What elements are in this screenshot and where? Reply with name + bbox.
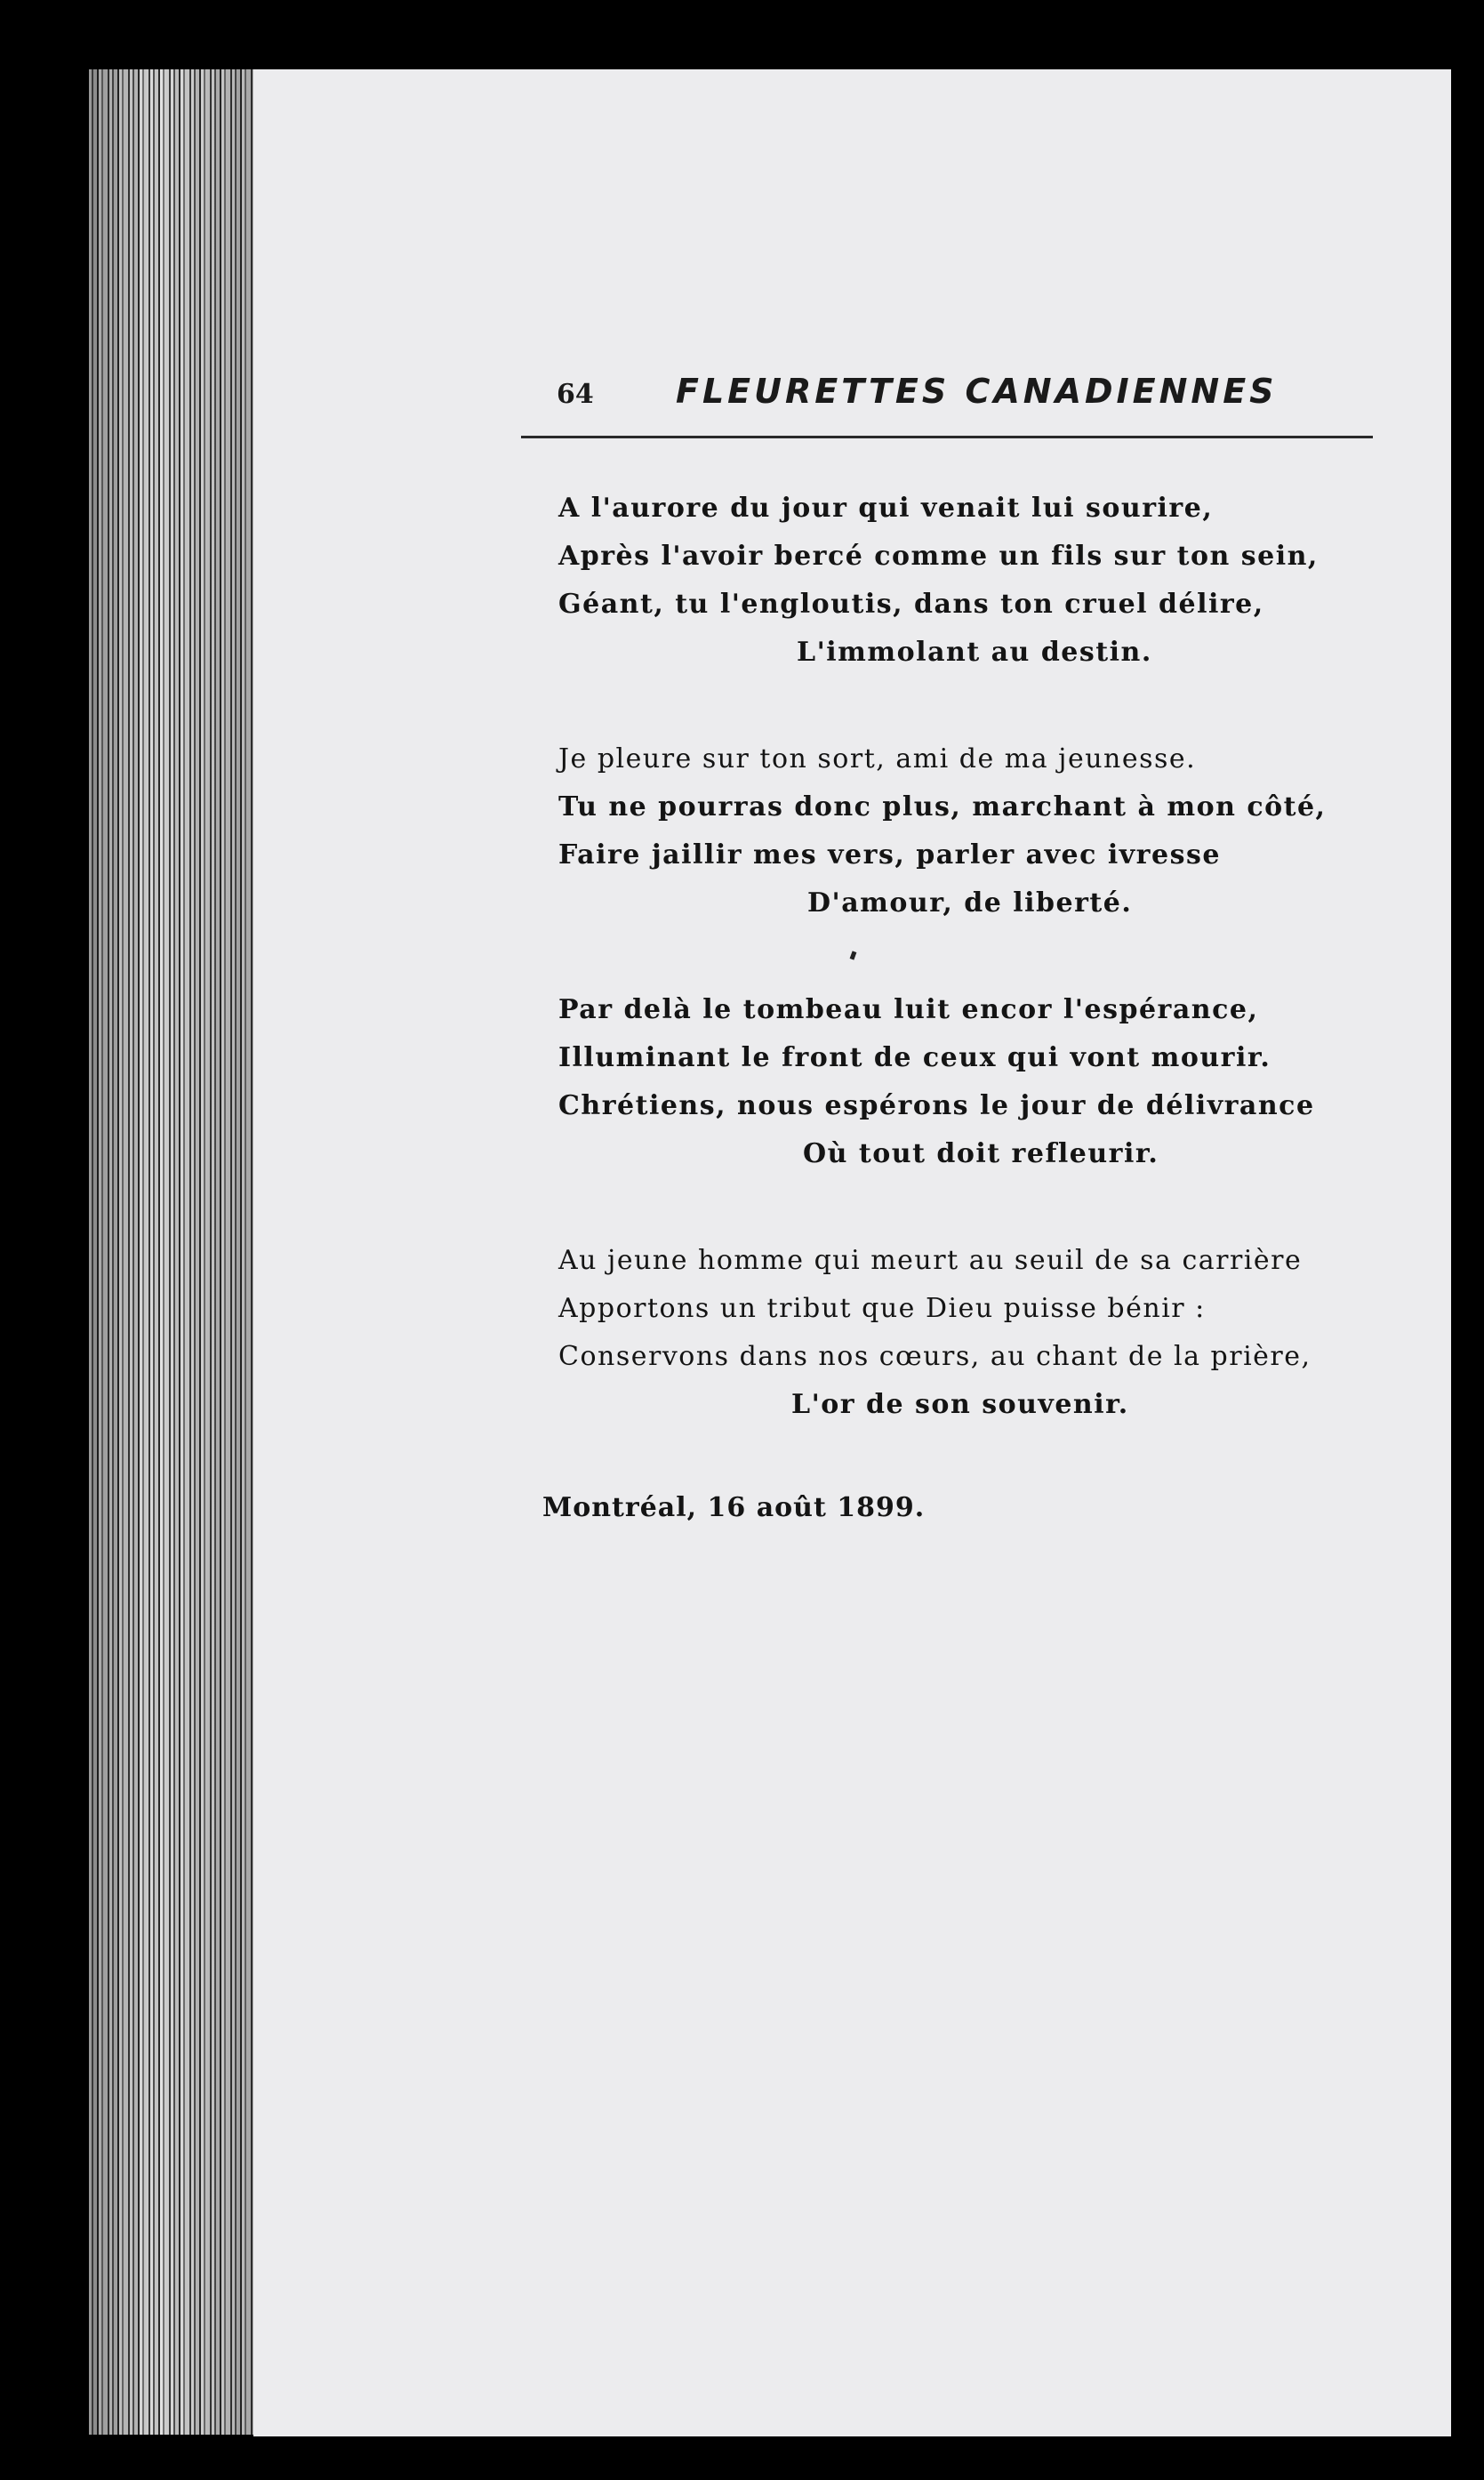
stanza [558,485,1359,677]
running-head [525,372,1378,425]
place-date-signature: Montréal, 16 août 1899. [542,1492,926,1523]
verse-line: Au jeune homme qui meurt au seuil de sa carrière [558,1245,1303,1276]
verse-line: Illuminant le front de ceux qui vont mourir. [558,1042,1271,1073]
header-rule [521,436,1373,438]
stanza [558,1237,1359,1429]
verse-line: Conservons dans nos cœurs, au chant de la prière, [558,1341,1312,1372]
verse-line: Apportons un tribut que Dieu puisse bénir : [558,1293,1206,1324]
verse-line-short: L'immolant au destin. [797,637,1152,668]
verse-line-short: L'or de son souvenir. [791,1389,1129,1420]
verse-line: Chrétiens, nous espérons le jour de délivrance [558,1090,1315,1121]
verse-line-short: Où tout doit refleurir. [803,1138,1159,1169]
stanza [558,735,1359,927]
book-title: FLEURETTES CANADIENNES [676,372,1278,411]
page-number: 64 [557,379,594,410]
verse-line: Faire jaillir mes vers, parler avec ivresse [558,839,1221,871]
stanza [558,986,1359,1178]
verse-line: A l'aurore du jour qui venait lui sourire, [558,493,1214,524]
verse-line: Après l'avoir bercé comme un fils sur ton sein, [558,541,1319,572]
verse-line: Tu ne pourras donc plus, marchant à mon côté, [558,791,1327,823]
verse-line: Géant, tu l'engloutis, dans ton cruel délire, [558,589,1264,620]
verse-line-short: D'amour, de liberté. [807,887,1133,919]
poem [558,485,1359,1488]
verse-line: Par delà le tombeau luit encor l'espérance, [558,994,1259,1025]
verse-line: Je pleure sur ton sort, ami de ma jeunesse. [558,743,1197,774]
page-edges-shadow [89,69,253,2435]
